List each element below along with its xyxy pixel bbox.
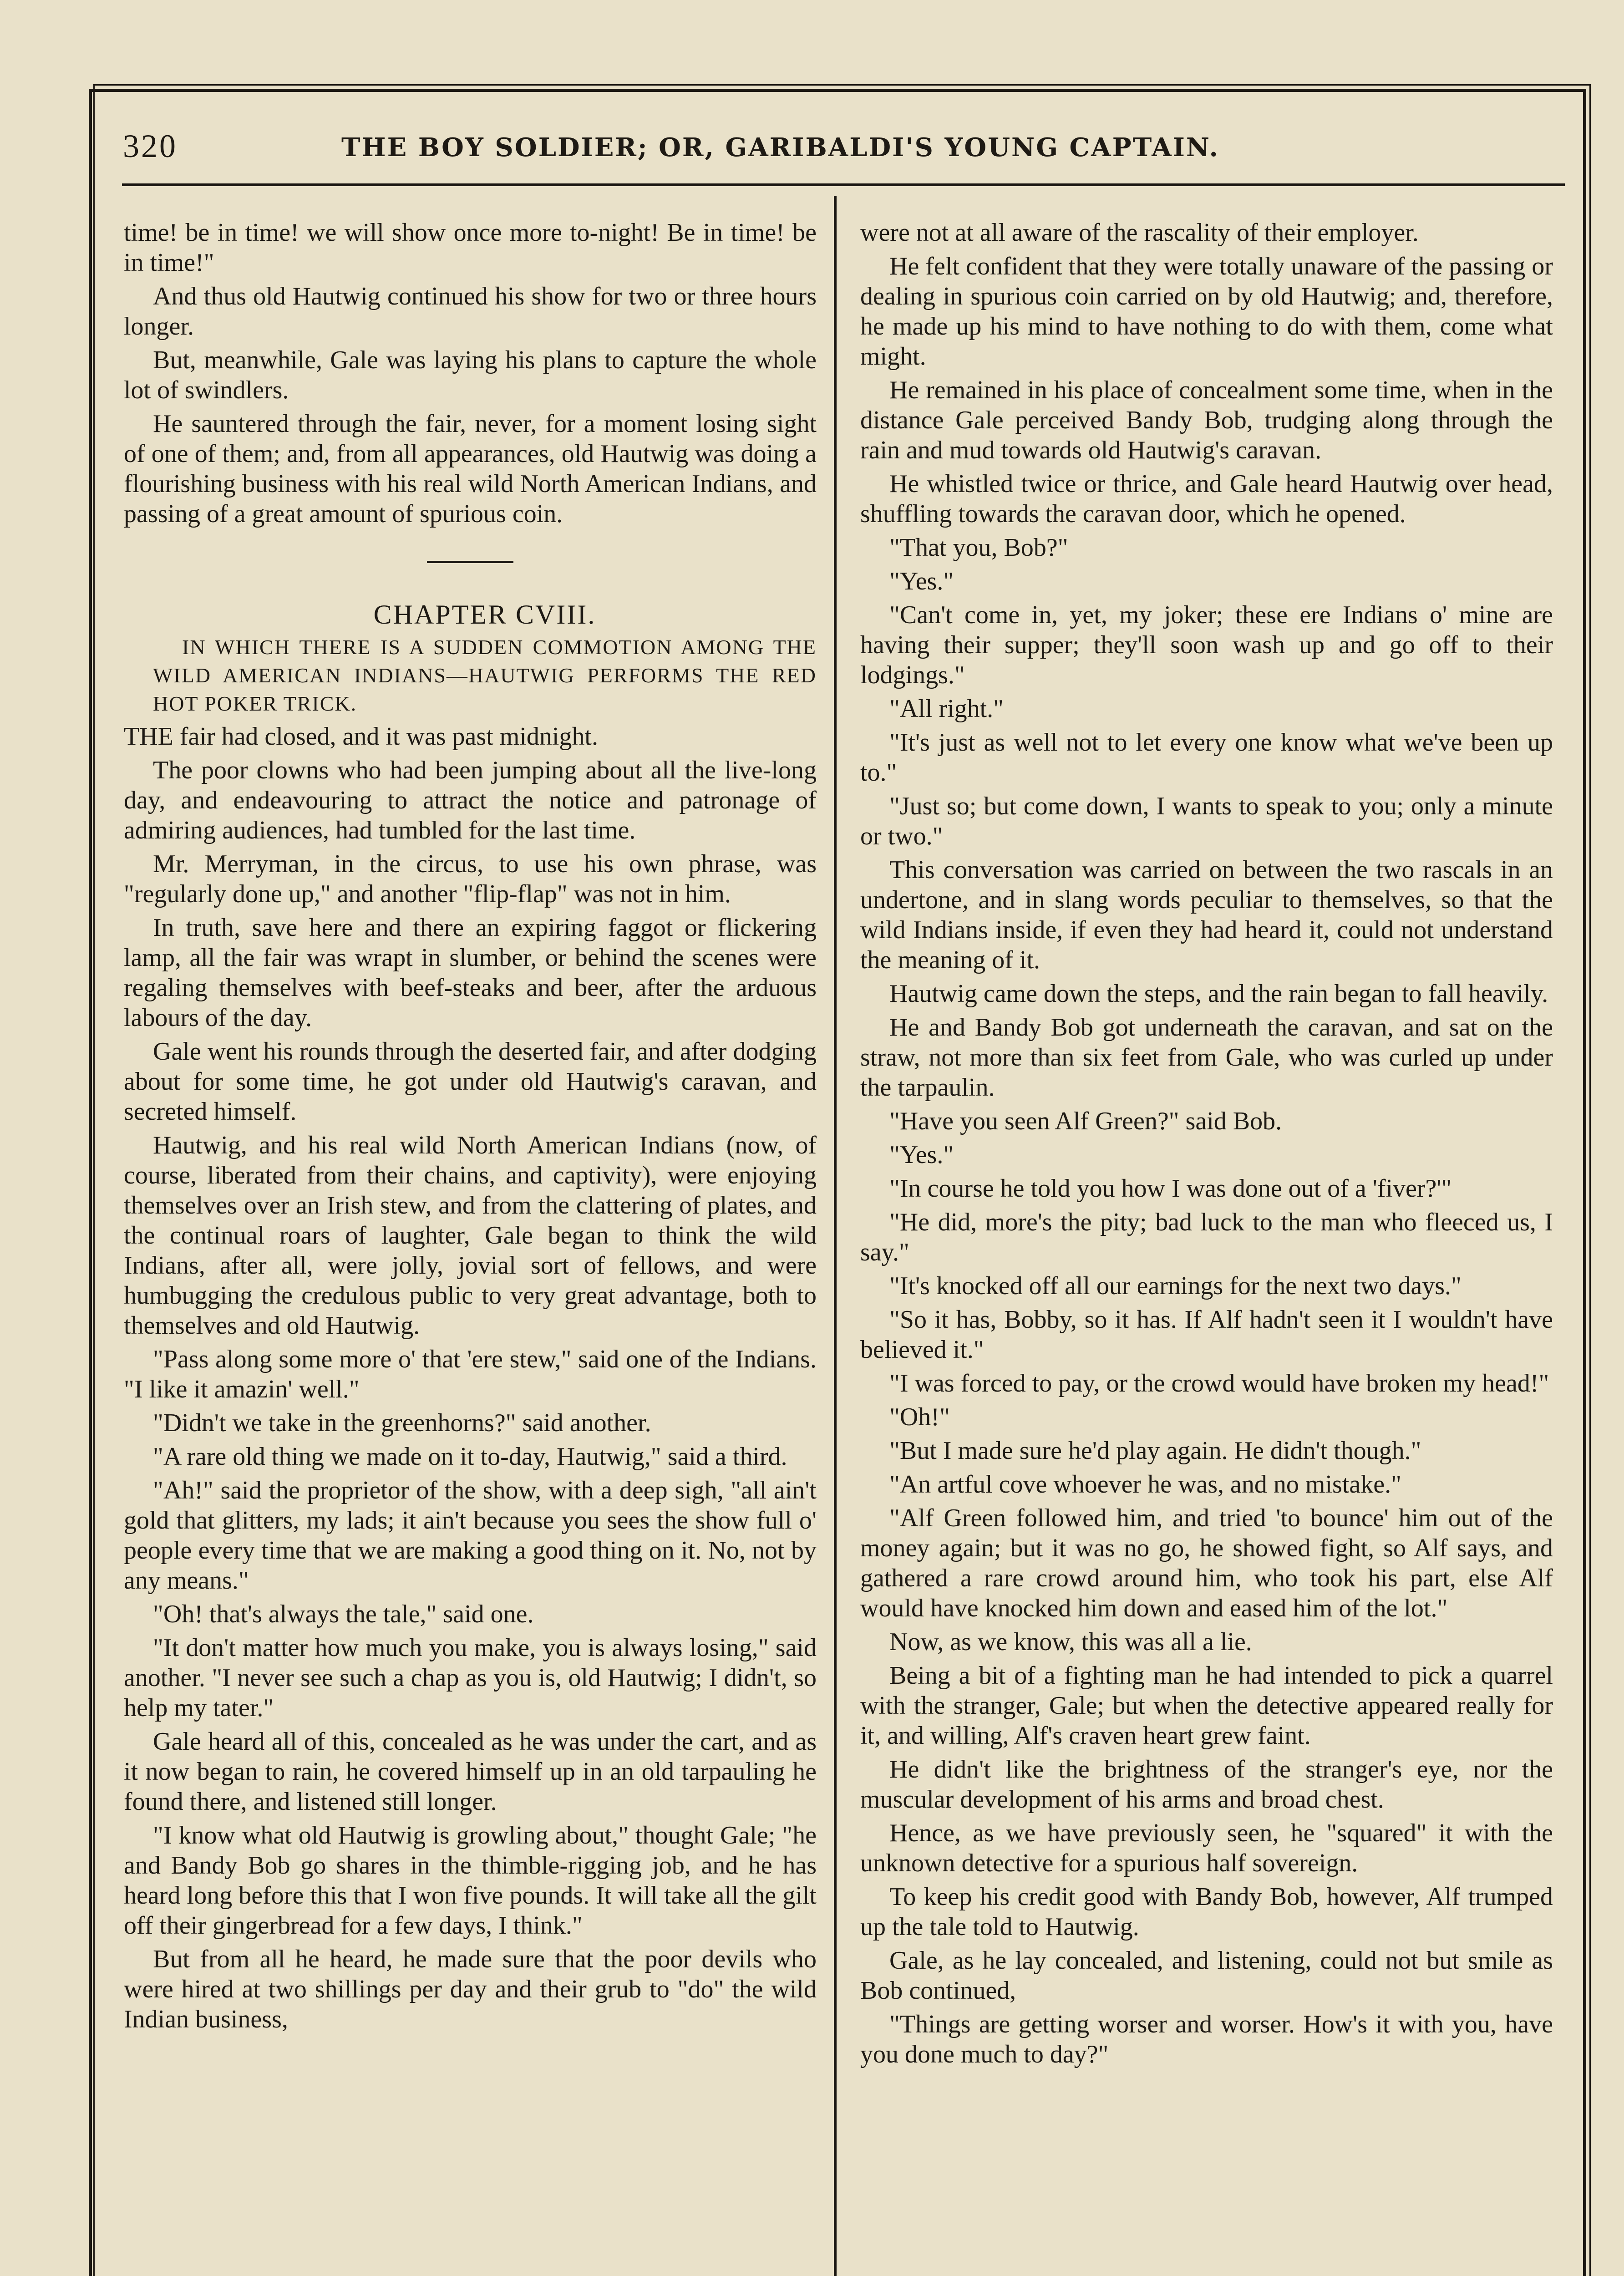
paragraph: "I know what old Hautwig is growling about," thought Gale; "he and Bandy Bob go shares in the thimble-rigging job, and he has heard long before this that I won five pounds. It will take all the gilt off their gingerbread for a few days, I think.": [124, 1821, 817, 1940]
paragraph: He whistled twice or thrice, and Gale heard Hautwig over head, shuffling towards the caravan door, which he opened.: [860, 470, 1553, 528]
paragraph: But, meanwhile, Gale was laying his plans to capture the whole lot of swindlers.: [124, 346, 817, 404]
header-rule: [122, 183, 1565, 186]
paragraph: "Can't come in, yet, my joker; these ere Indians o' mine are having their supper; they'll soon wash up and go off to their lodgings.": [860, 601, 1553, 689]
paragraph: "Just so; but come down, I wants to speak to you; only a minute or two.": [860, 792, 1553, 850]
paragraph: Gale, as he lay concealed, and listening, could not but smile as Bob continued,: [860, 1946, 1553, 2005]
paragraph: Hence, as we have previously seen, he "squared" it with the unknown detective for a spurious half sovereign.: [860, 1819, 1553, 1877]
paragraph: "Yes.": [889, 567, 954, 595]
paragraph: "All right.": [889, 695, 1004, 723]
paragraph: Now, as we know, this was all a lie.: [889, 1628, 1252, 1656]
paragraph: Mr. Merryman, in the circus, to use his own phrase, was "regularly done up," and another "flip-flap" was not in him.: [124, 850, 817, 908]
paragraph: "Didn't we take in the greenhorns?" said another.: [153, 1409, 651, 1437]
running-title: THE BOY SOLDIER; OR, GARIBALDI'S YOUNG CAPTAIN.: [341, 132, 1220, 163]
paragraph: "In course he told you how I was done out of a 'fiver?'": [889, 1174, 1452, 1203]
paragraph: Hautwig came down the steps, and the rain began to fall heavily.: [889, 980, 1548, 1008]
chapter-title: CHAPTER CVIII.: [373, 599, 596, 630]
paragraph: "An artful cove whoever he was, and no mistake.": [889, 1470, 1401, 1499]
paragraph: "Oh! that's always the tale," said one.: [153, 1600, 534, 1628]
page-number: 320: [123, 128, 178, 164]
paragraph: THE fair had closed, and it was past midnight.: [124, 722, 598, 751]
paragraph: "Yes.": [889, 1141, 954, 1169]
paragraph: In truth, save here and there an expiring faggot or flickering lamp, all the fair was wrapt in slumber, or behind the scenes were regaling themselves with beef-steaks and beer, after the arduous labours of the day.: [124, 914, 817, 1032]
paragraph: He felt confident that they were totally unaware of the passing or dealing in spurious coin carried on by old Hautwig; and, therefore, he made up his mind to have nothing to do with them, come what might.: [860, 252, 1553, 371]
paragraph: Being a bit of a fighting man he had intended to pick a quarrel with the stranger, Gale; but when the detective appeared really for it, and willing, Alf's craven heart grew faint.: [860, 1661, 1553, 1750]
paragraph: "Pass along some more o' that 'ere stew," said one of the Indians. "I like it amazin' well.": [124, 1345, 817, 1403]
paragraph: "It's just as well not to let every one know what we've been up to.": [860, 728, 1553, 787]
paragraph: He didn't like the brightness of the stranger's eye, nor the muscular development of his arms and broad chest.: [860, 1755, 1553, 1814]
paragraph: "That you, Bob?": [889, 533, 1068, 562]
paragraph: But from all he heard, he made sure that the poor devils who were hired at two shillings per day and their grub to "do" the wild Indian business,: [124, 1945, 817, 2033]
section-divider: [427, 561, 513, 563]
paragraph: He sauntered through the fair, never, for a moment losing sight of one of them; and, from all appearances, old Hautwig was doing a flourishing business with his real wild North American Indians, and passing of a great amount of spurious coin.: [124, 410, 817, 528]
paragraph: time! be in time! we will show once more to-night! Be in time! be in time!": [124, 218, 817, 277]
paragraph: He and Bandy Bob got underneath the caravan, and sat on the straw, not more than six feet from Gale, who was curled up under the tarpaulin.: [860, 1013, 1553, 1102]
column-divider: [834, 196, 837, 2276]
paragraph: "A rare old thing we made on it to-day, Hautwig," said a third.: [153, 1443, 787, 1471]
paragraph: "Oh!": [889, 1403, 950, 1431]
chapter-summary: IN WHICH THERE IS A SUDDEN COMMOTION AMONG THE WILD AMERICAN INDIANS—HAUTWIG PERFORMS THE RED HOT POKER TRICK.: [153, 635, 817, 715]
paragraph: Gale went his rounds through the deserted fair, and after dodging about for some time, he got under old Hautwig's caravan, and secreted himself.: [124, 1037, 817, 1126]
paragraph: "It's knocked off all our earnings for the next two days.": [889, 1272, 1462, 1300]
paragraph: "He did, more's the pity; bad luck to the man who fleeced us, I say.": [860, 1208, 1553, 1266]
page-header: [123, 130, 1566, 180]
paragraph: This conversation was carried on between the two rascals in an undertone, and in slang words peculiar to themselves, so that the wild Indians inside, if even they had heard it, could not understand the meaning of it.: [860, 856, 1553, 974]
right-column: [860, 218, 1553, 2073]
left-column: [124, 218, 817, 2038]
paragraph: "Have you seen Alf Green?" said Bob.: [889, 1107, 1282, 1135]
paragraph: "It don't matter how much you make, you is always losing," said another. "I never see such a chap as you is, old Hautwig; I didn't, so help my tater.": [124, 1634, 817, 1722]
paragraph: To keep his credit good with Bandy Bob, however, Alf trumped up the tale told to Hautwig.: [860, 1883, 1553, 1941]
paragraph: "So it has, Bobby, so it has. If Alf hadn't seen it I wouldn't have believed it.": [860, 1306, 1553, 1364]
paragraph: Hautwig, and his real wild North American Indians (now, of course, liberated from their chains, and captivity), were enjoying themselves over an Irish stew, and from the clattering of plates, and the continual roars of laughter, Gale began to think the wild Indians, after all, were jolly, jovial sort of fellows, and were humbugging the credulous public to very great advantage, both to themselves and old Hautwig.: [124, 1131, 817, 1340]
paragraph: The poor clowns who had been jumping about all the live-long day, and endeavouring to attract the notice and patronage of admiring audiences, had tumbled for the last time.: [124, 756, 817, 844]
paragraph: "I was forced to pay, or the crowd would have broken my head!": [889, 1369, 1549, 1397]
paragraph: He remained in his place of concealment some time, when in the distance Gale perceived Bandy Bob, trudging along through the rain and mud towards old Hautwig's caravan.: [860, 376, 1553, 464]
paragraph: "But I made sure he'd play again. He didn't though.": [889, 1437, 1421, 1465]
paragraph: "Things are getting worser and worser. How's it with you, have you done much to day?": [860, 2010, 1553, 2068]
paragraph: "Alf Green followed him, and tried 'to bounce' him out of the money again; but it was no go, he showed fight, so Alf says, and gathered a rare crowd around him, who took his part, else Alf would have knocked him down and eased him of the lot.": [860, 1504, 1553, 1622]
paragraph: Gale heard all of this, concealed as he was under the cart, and as it now began to rain, he covered himself up in an old tarpauling he found there, and listened still longer.: [124, 1727, 817, 1816]
paragraph: "Ah!" said the proprietor of the show, with a deep sigh, "all ain't gold that glitters, my lads; it ain't because you sees the show full o' people every time that we are making a good thing on it. No, not by any means.": [124, 1476, 817, 1595]
paragraph: were not at all aware of the rascality of their employer.: [860, 218, 1419, 247]
paragraph: And thus old Hautwig continued his show for two or three hours longer.: [124, 282, 817, 340]
